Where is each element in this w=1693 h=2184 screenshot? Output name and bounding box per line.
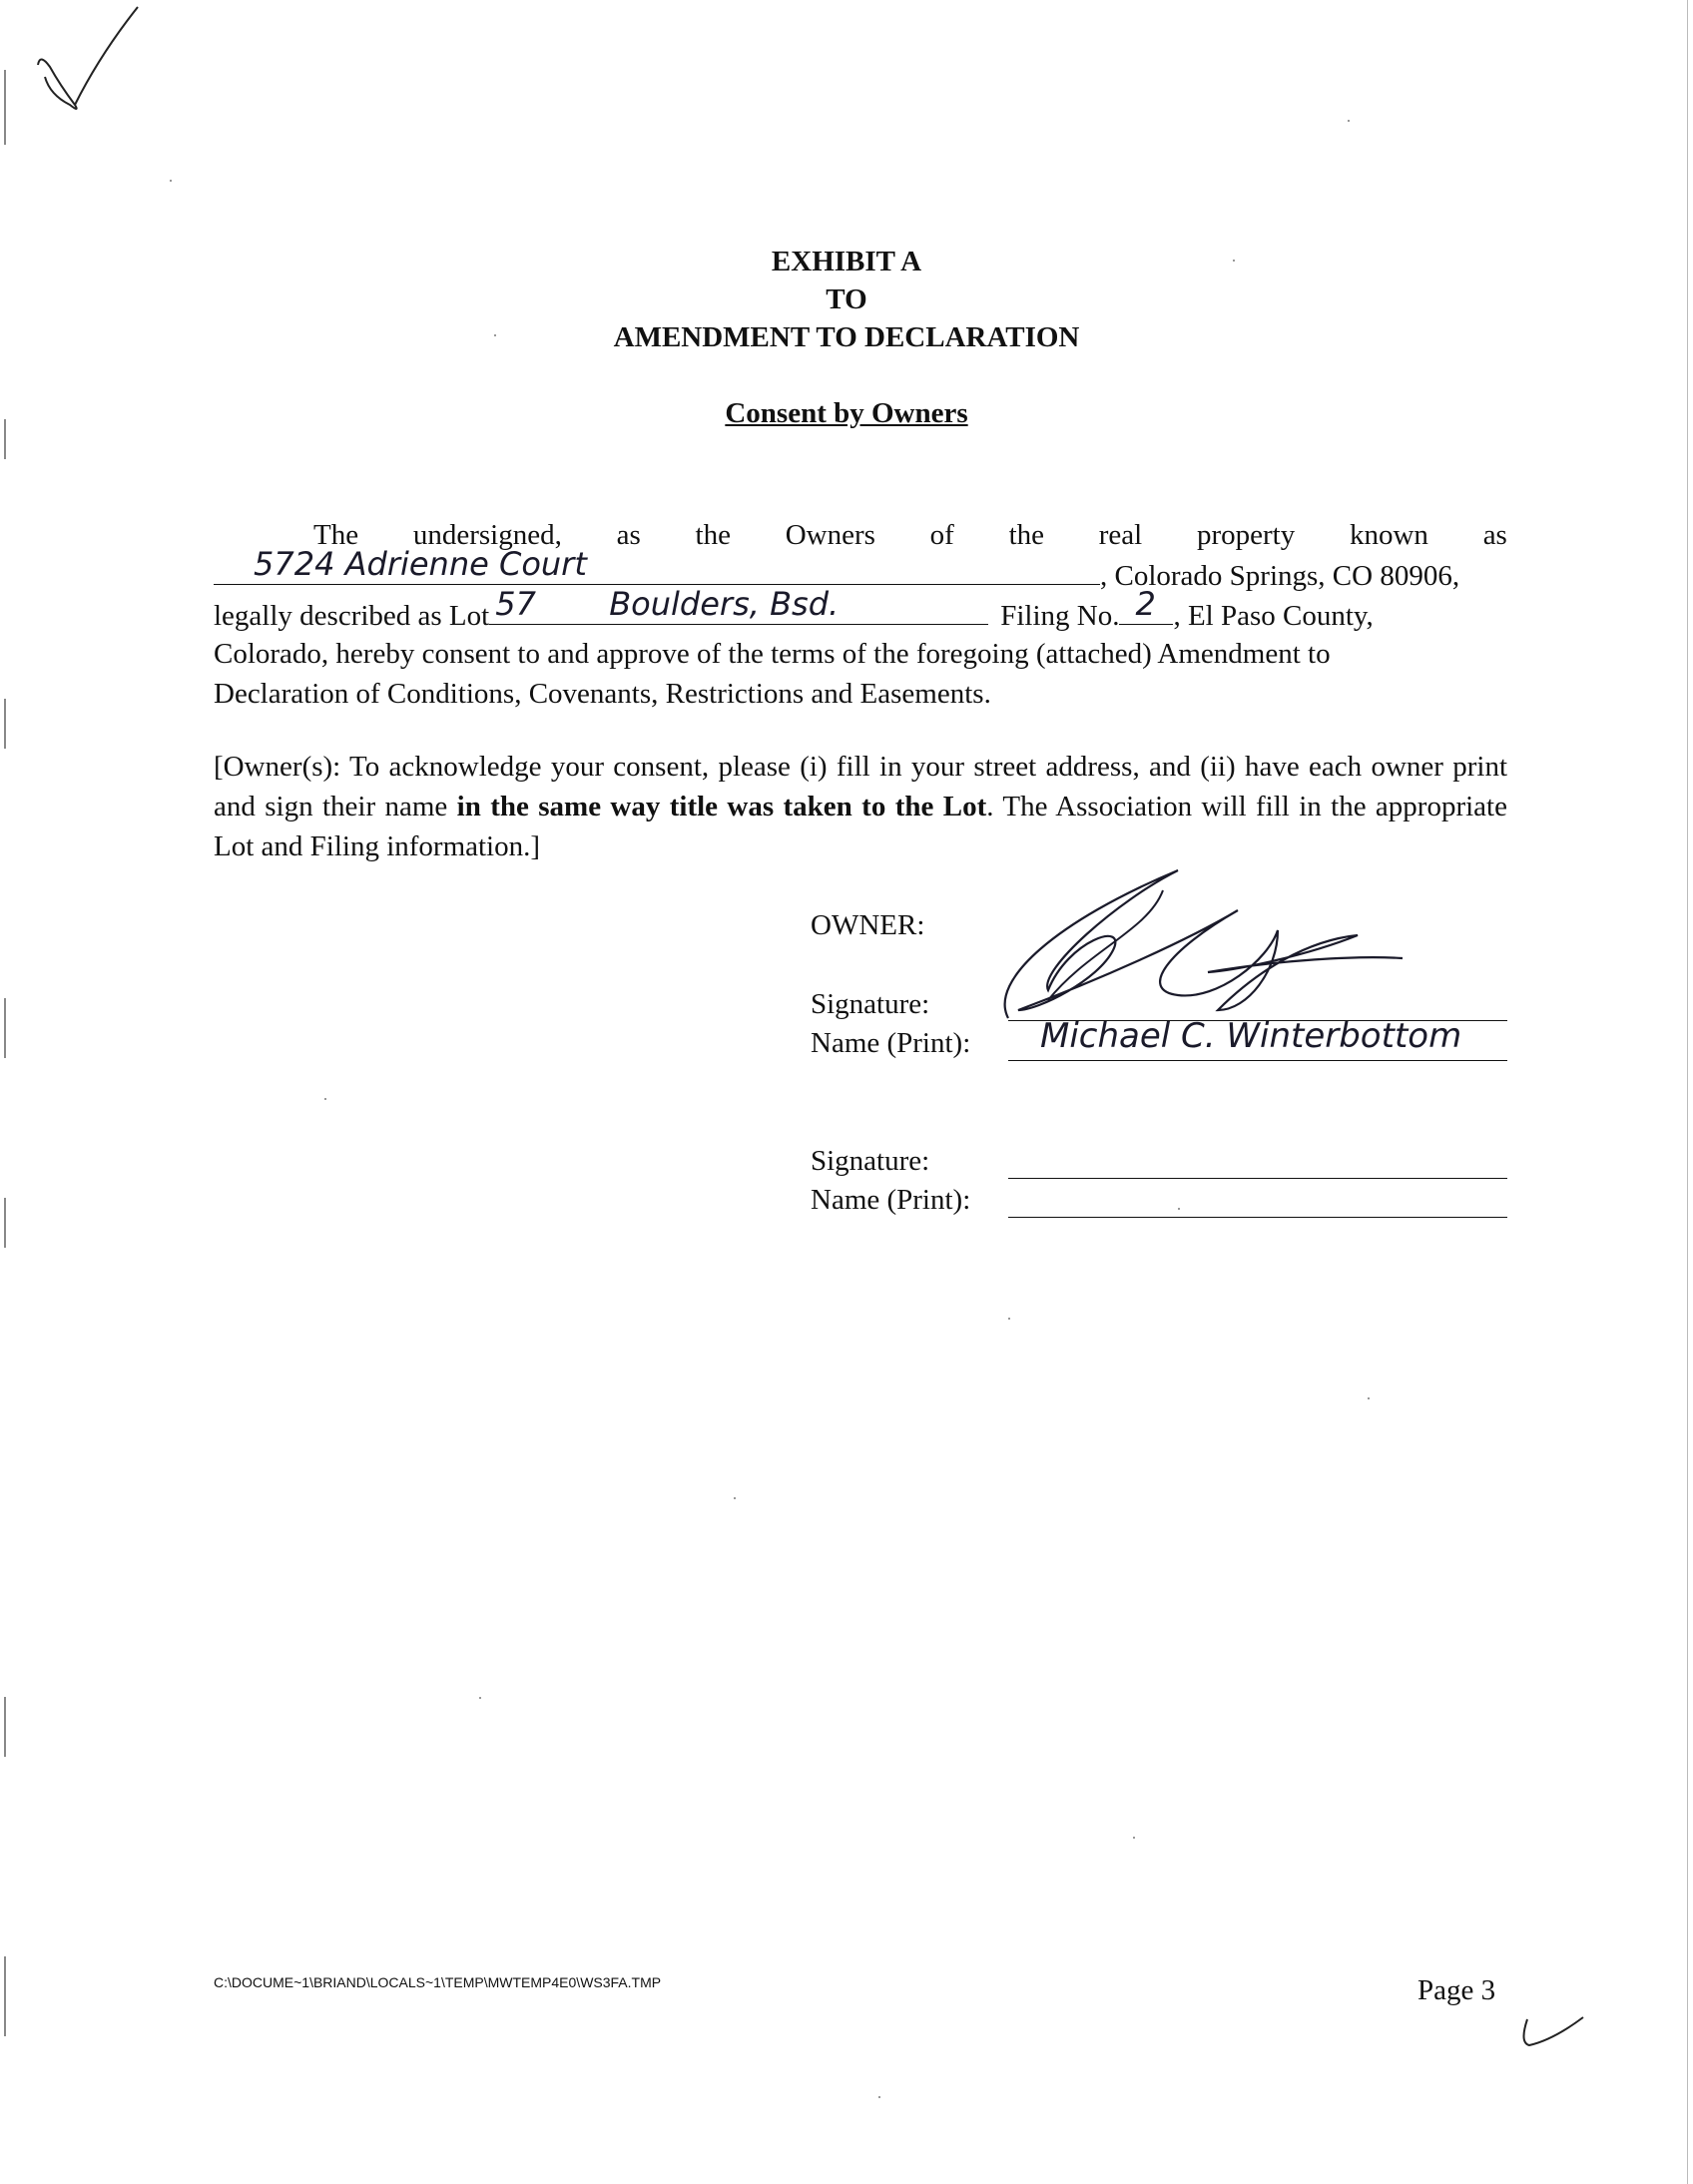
instructions-part2: . The Association will fill in the appropriate Lot and Filing information.] [214,791,1507,862]
instructions-part1: [Owner(s): To acknowledge your consent, please (i) fill in your street address, and (ii) have each owner print and sign their name [214,751,1507,822]
word: The [313,519,359,551]
scan-speck [1368,1397,1370,1399]
exhibit-heading-line2: TO [826,283,867,315]
word: the [695,519,731,551]
name-print-label-2: Name (Print): [811,1184,971,1216]
paragraph1-line5: Declaration of Conditions, Covenants, Restrictions and Easements. [214,678,991,710]
street-address-handwritten: 5724 Adrienne Court [254,545,587,583]
lot-field[interactable] [489,585,559,625]
name-print-label: Name (Print): [811,1027,971,1059]
checkmark-top-left [20,5,140,115]
page-number: Page 3 [1417,1974,1496,2006]
word: the [1008,519,1045,551]
scan-speck [1348,120,1350,122]
lot-prefix: legally described as Lot [214,600,490,632]
word: property [1196,519,1296,551]
signature-label: Signature: [811,988,930,1020]
subdivision-field[interactable] [559,585,988,625]
instructions-paragraph [214,747,1507,866]
exhibit-heading-line3: AMENDMENT TO DECLARATION [613,321,1080,353]
filing-field[interactable] [1119,585,1173,625]
instructions-bold: in the same way title was taken to the Lot [456,791,987,822]
signature-line-2[interactable] [1008,1178,1507,1179]
word: as [1482,519,1507,551]
signature-label-2: Signature: [811,1145,930,1177]
exhibit-heading-line1: EXHIBIT A [771,246,922,277]
name-print-line-2[interactable] [1008,1217,1507,1218]
scan-speck [1133,1837,1135,1839]
scan-speck [324,1098,326,1100]
filing-handwritten: 2 [1135,585,1156,623]
consent-title: Consent by Owners [725,397,968,429]
address-suffix: , Colorado Springs, CO 80906, [1100,560,1460,592]
paragraph1-line3 [214,585,1507,634]
scan-edge-mark [4,998,6,1058]
word: as [616,519,641,551]
word: of [929,519,954,551]
name-print-line[interactable] [1008,1060,1507,1061]
scan-speck [1178,1208,1180,1210]
scan-edge-mark [4,699,6,749]
county-suffix: , El Paso County, [1173,600,1374,632]
scan-edge-mark [4,1956,6,2036]
word: real [1098,519,1143,551]
name-print-handwritten: Michael C. Winterbottom [1040,1016,1462,1056]
filing-prefix: Filing No. [1000,600,1120,632]
footer-file-path: C:\DOCUME~1\BRIAND\LOCALS~1\TEMP\MWTEMP4E0\WS3FA.TMP [214,1974,662,1990]
scan-edge-mark [4,70,6,145]
checkmark-bottom-right [1517,2011,1587,2056]
owner-label: OWNER: [811,909,925,941]
paragraph1-line4: Colorado, hereby consent to and approve of the terms of the foregoing (attached) Amendment to [214,638,1331,670]
scan-edge-mark [4,1198,6,1248]
scan-speck [878,2096,880,2098]
street-address-field[interactable] [214,545,1100,585]
owner-signature-image [978,860,1417,1030]
lot-handwritten: 57 [495,585,536,623]
paragraph1-line2 [214,545,1507,594]
subdivision-handwritten: Boulders, Bsd. [609,585,840,623]
word: Owners [785,519,875,551]
word: known [1349,519,1428,551]
word: undersigned, [412,519,562,551]
scan-speck [1008,1318,1010,1320]
scan-edge-mark [4,1697,6,1757]
scan-speck [734,1497,736,1499]
scan-speck [170,180,172,182]
scan-speck [479,1697,481,1699]
